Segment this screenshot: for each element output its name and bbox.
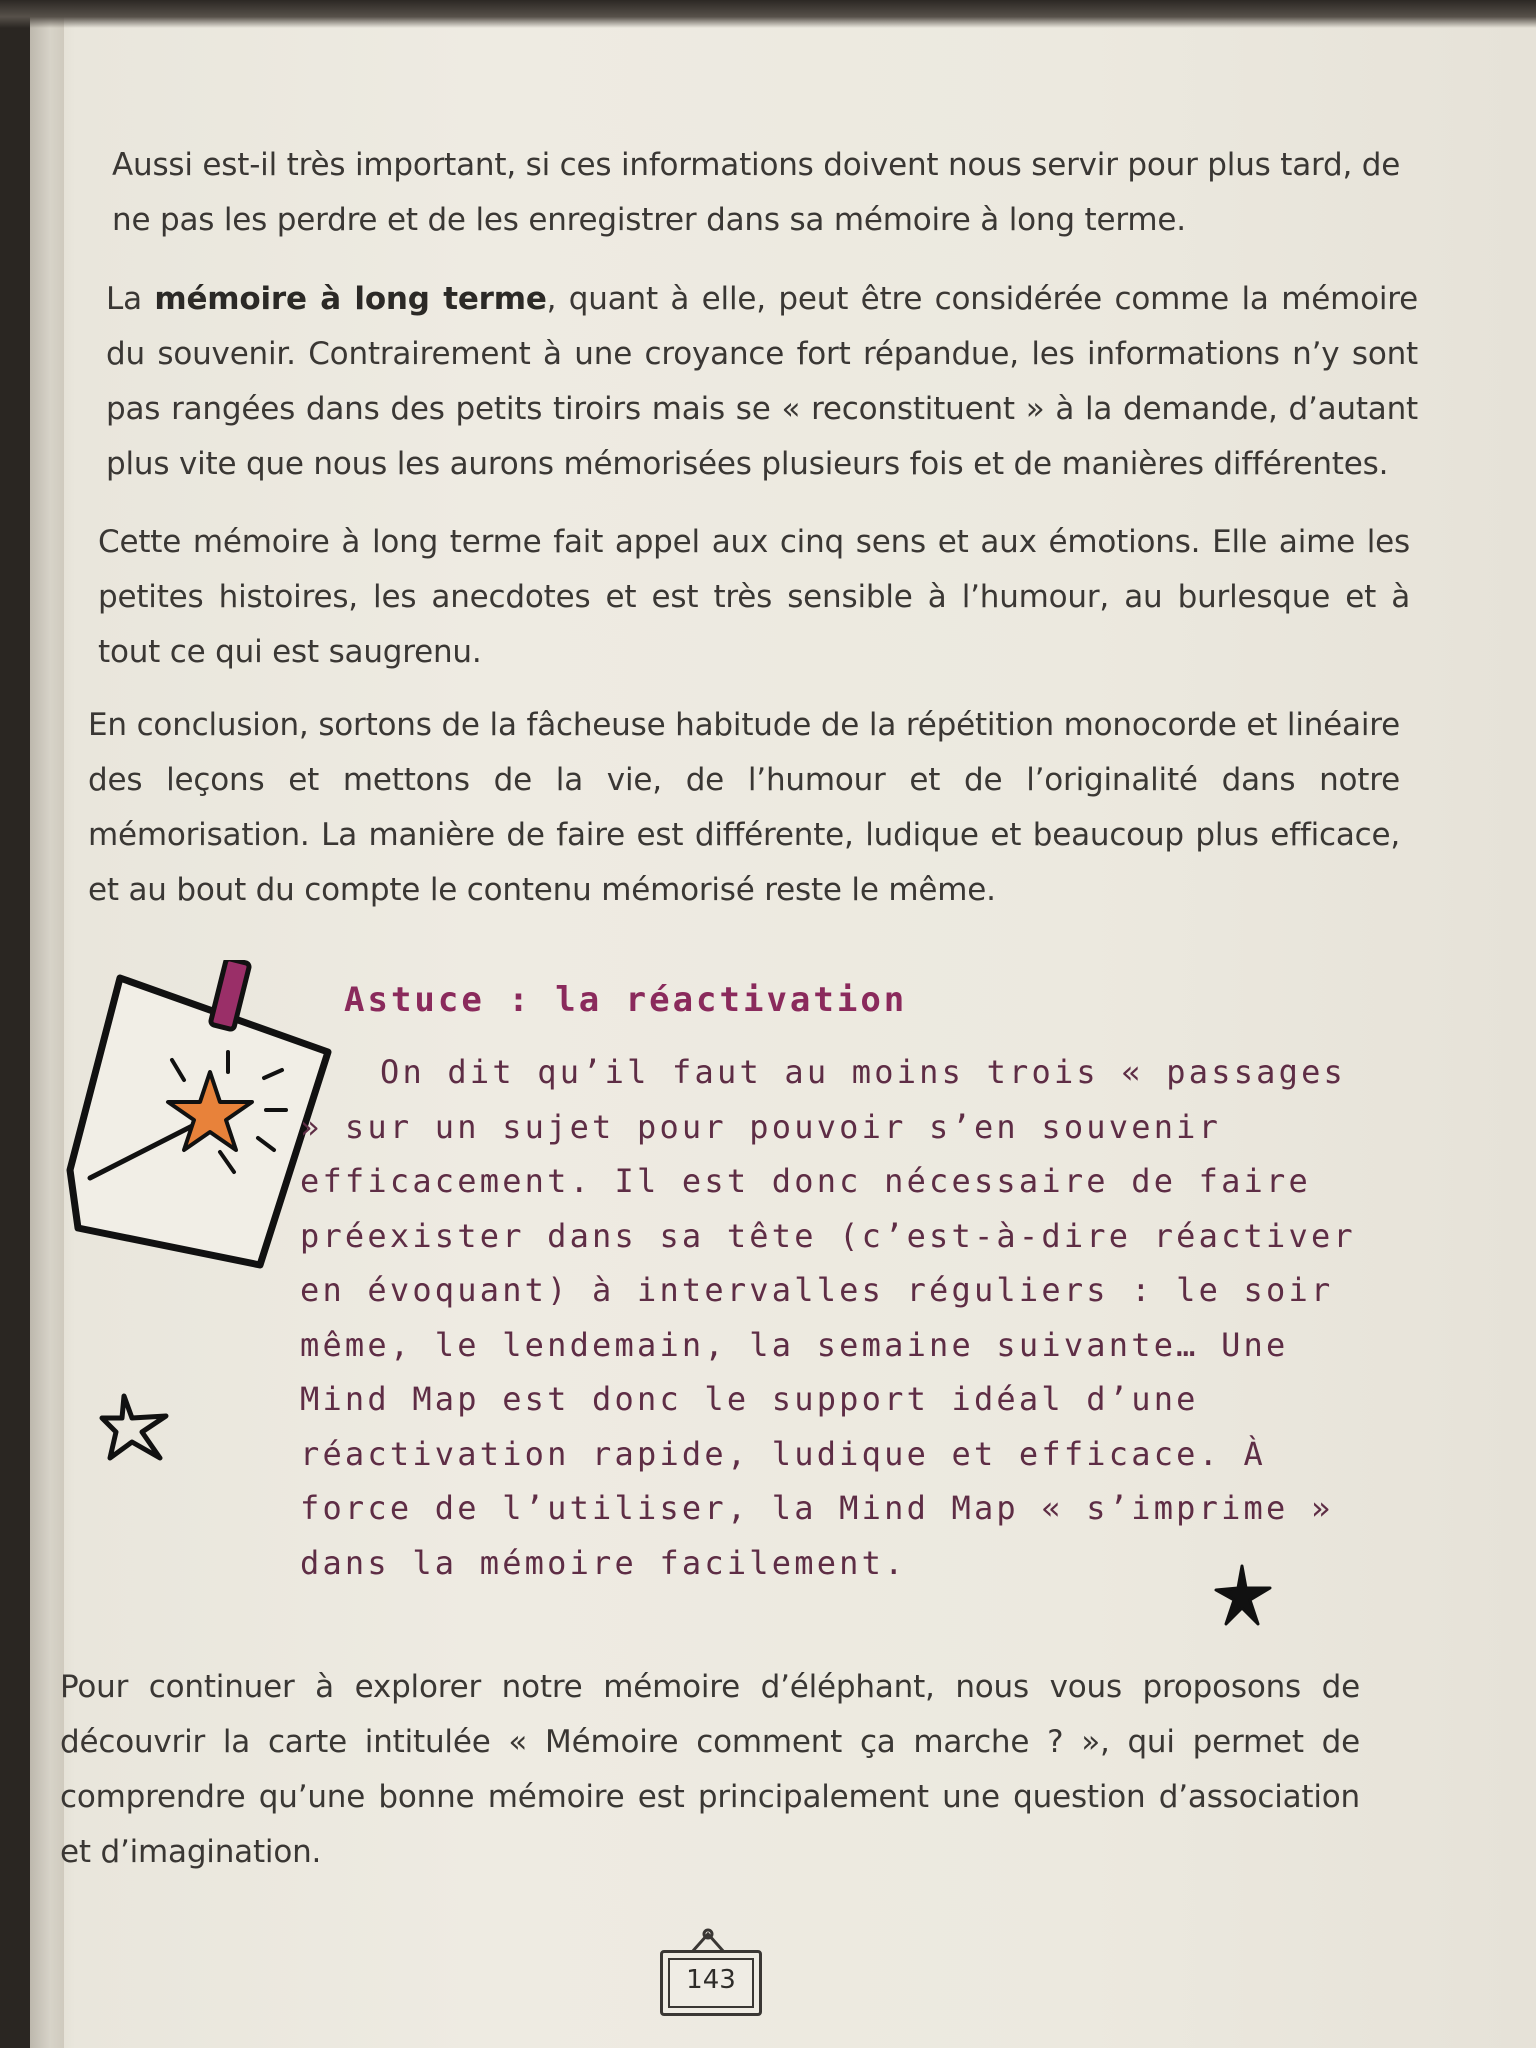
paragraph-long-term-memory-rest: , quant à elle, peut être considérée comme la mémoire du souvenir. Contrairement à une croyance fort répandue, les informations n’y sont pas rangées dans des petits tiroirs mais se « reconstituent » à la demande, d’autant plus vite que nous les aurons mémorisées plusieurs fois et de manières différentes. xyxy=(106,281,1418,482)
picture-frame-icon xyxy=(660,1950,762,2016)
paragraph-explore-map: Pour continuer à explorer notre mémoire d’éléphant, nous vous proposons de découvrir la carte intitulée « Mémoire comment ça marche ? », qui permet de comprendre qu’une bonne mémoire est principalement une question d’association et d’imagination. xyxy=(60,1669,1360,1870)
page-number: 143 xyxy=(686,1965,736,1995)
long-term-memory-term: mémoire à long terme xyxy=(154,281,547,317)
outline-star-icon xyxy=(96,1388,176,1468)
tip-body: On dit qu’il faut au moins trois « passages » sur un sujet pour pouvoir s’en souvenir efficacement. Il est donc nécessaire de faire préexister dans sa tête (c’est-à-dire réactiver en évoquant) à intervalles réguliers : le soir même, le lendemain, la semaine suivante… Une Mind Map est donc le support idéal d’une réactivation rapide, ludique et efficace. À force de l’utiliser, la Mind Map « s’imprime » dans la mémoire facilement. xyxy=(300,1053,1356,1582)
paragraph-long-term-memory xyxy=(106,272,1418,492)
top-shadow xyxy=(0,0,1536,28)
paragraph-short-term-storage: Aussi est-il très important, si ces informations doivent nous servir pour plus tard, de ne pas les perdre et de les enregistrer dans sa mémoire à long terme. xyxy=(112,147,1401,238)
filled-star-icon xyxy=(1212,1562,1274,1630)
paragraph-conclusion: En conclusion, sortons de la fâcheuse habitude de la répétition monocorde et linéaire des leçons et mettons de la vie, de l’humour et de l’originalité dans notre mémorisation. La manière de faire est différente, ludique et beaucoup plus efficace, et au bout du compte le contenu mémorisé reste le même. xyxy=(88,707,1400,908)
paragraph-long-term-memory-start: La xyxy=(106,281,155,317)
tip-title: Astuce : la réactivation xyxy=(344,980,908,1020)
paragraph-senses-emotions: Cette mémoire à long terme fait appel aux cinq sens et aux émotions. Elle aime les petites histoires, les anecdotes et est très sensible à l’humour, au burlesque et à tout ce qui est saugrenu. xyxy=(98,524,1410,670)
page-gutter xyxy=(30,0,64,2048)
